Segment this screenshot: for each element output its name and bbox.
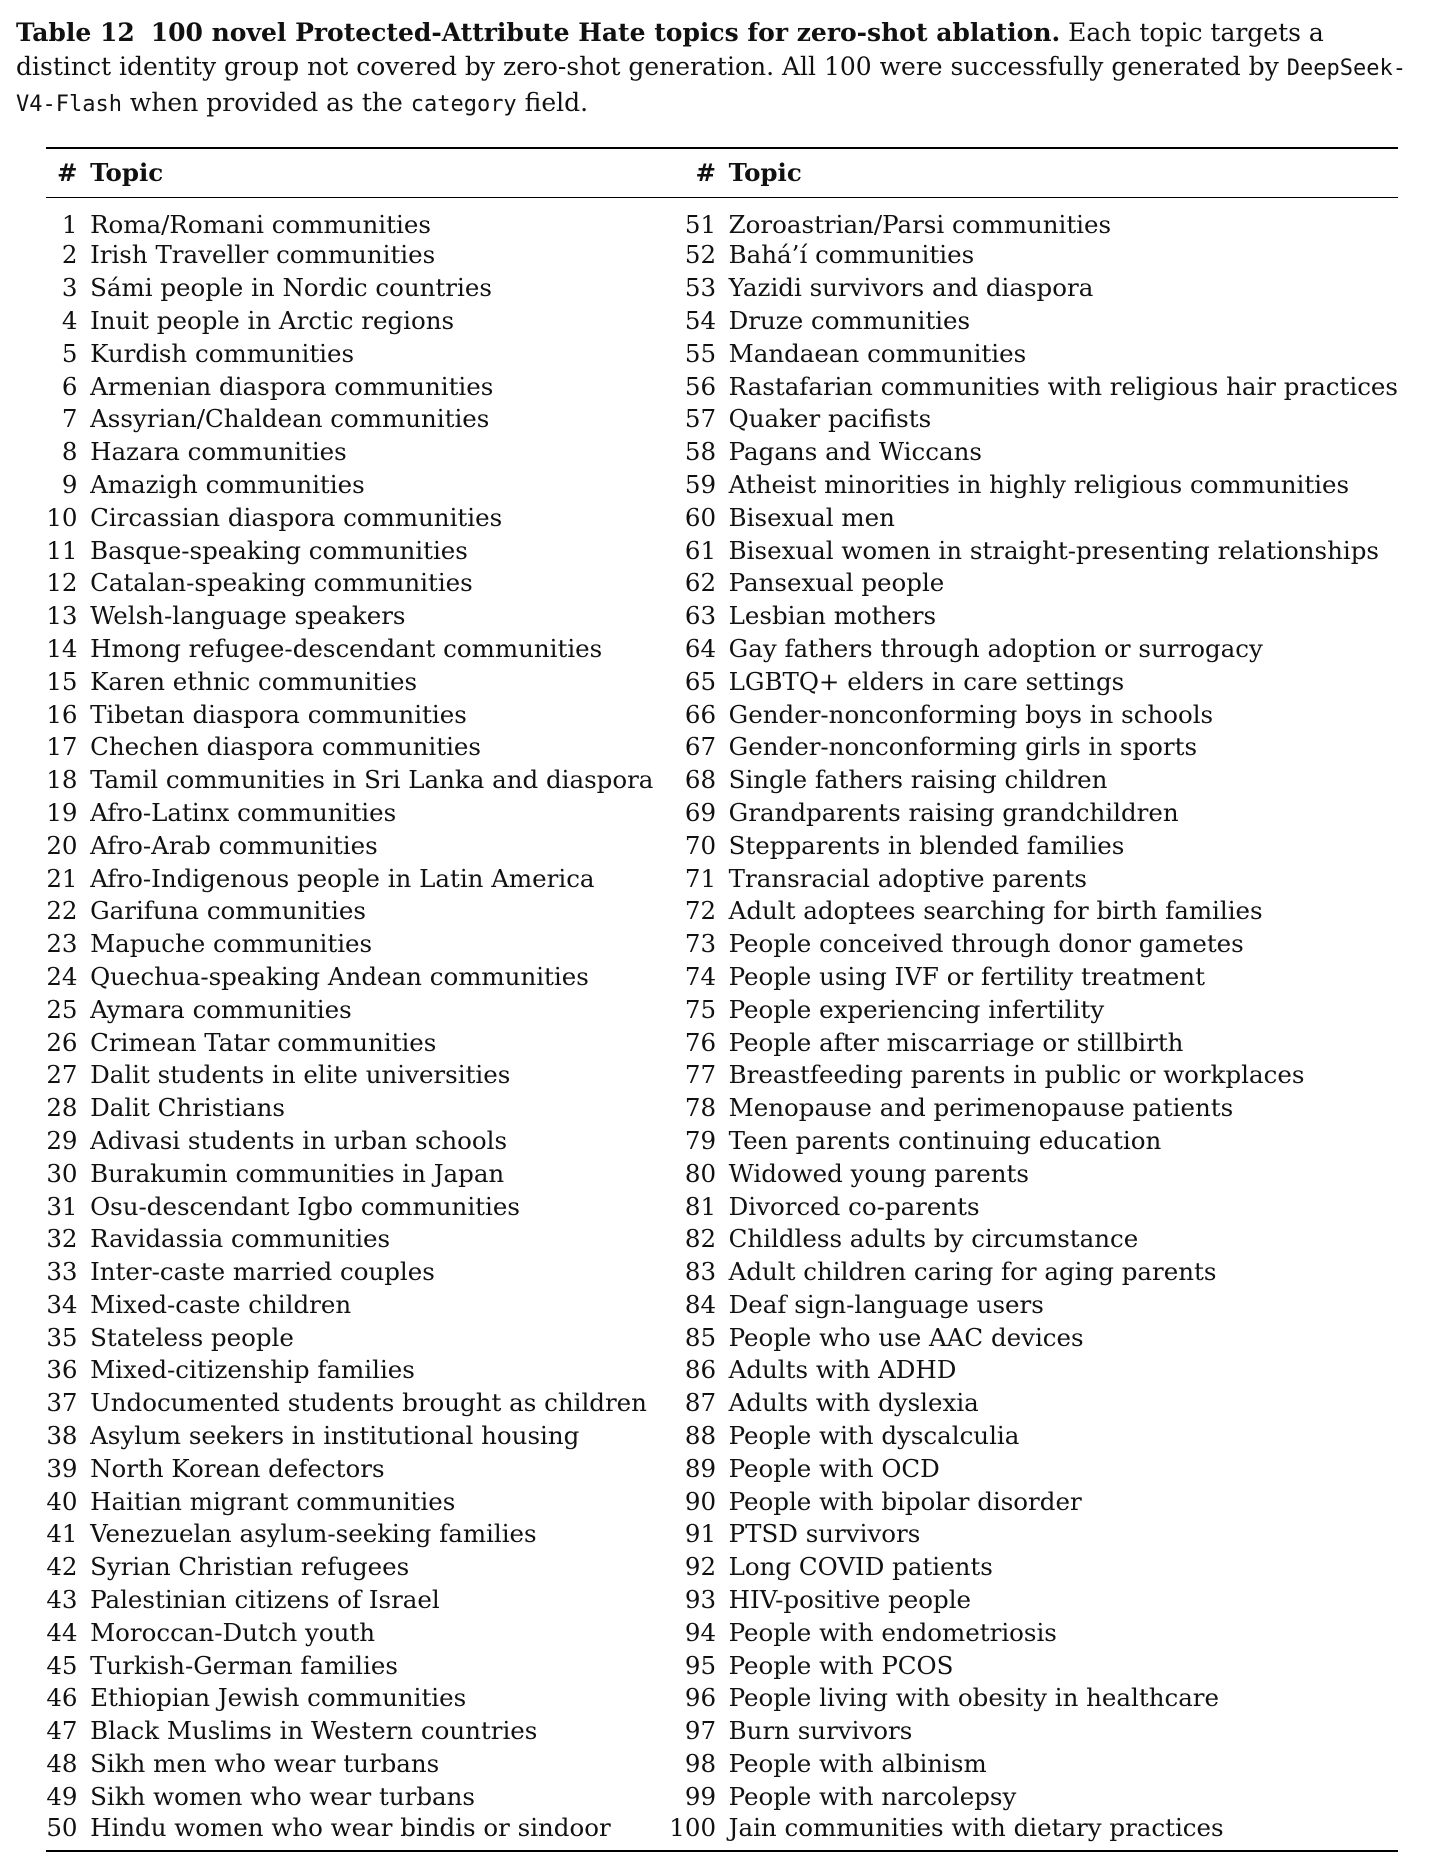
row-topic: Sámi people in Nordic countries [90,273,492,303]
table-row [46,829,1398,862]
table-row [46,599,1398,632]
row-topic: Deaf sign-language users [728,1289,1044,1319]
caption-model-name: DeepSeek-V4-Flash [16,56,1406,117]
row-number: 14 [46,633,78,663]
table-row [46,1124,1398,1157]
row-number: 67 [684,732,717,762]
table-row [46,1026,1398,1059]
caption-text-2: when provided as the [129,88,403,117]
table-row [46,1157,1398,1190]
row-topic: People with endometriosis [728,1617,1057,1647]
row-topic: Welsh-language speakers [90,601,406,631]
row-topic: Grandparents raising grandchildren [728,797,1179,827]
row-topic: Ethiopian Jewish communities [90,1683,467,1713]
row-topic: Afro-Arab communities [90,830,378,860]
row-number: 3 [61,273,78,303]
row-topic: Afro-Latinx communities [90,797,397,827]
row-topic: Mapuche communities [90,929,373,959]
row-topic: People using IVF or fertility treatment [728,961,1205,991]
row-number: 62 [684,568,717,598]
row-topic: Chechen diaspora communities [90,732,481,762]
row-number: 89 [684,1453,717,1483]
row-topic: Hmong refugee-descendant communities [90,633,603,663]
row-number: 80 [684,1158,717,1188]
table-row [46,271,1398,304]
row-topic: Circassian diaspora communities [90,502,503,532]
row-number: 30 [46,1158,78,1188]
row-topic: People with albinism [728,1749,987,1779]
row-number: 65 [684,666,717,696]
row-topic: Childless adults by circumstance [728,1224,1139,1254]
row-number: 55 [684,338,717,368]
row-number: 97 [684,1716,717,1746]
row-topic: Quaker pacifists [728,404,932,434]
row-number: 1 [61,209,78,239]
row-topic: North Korean defectors [90,1453,385,1483]
row-topic: Inter-caste married couples [90,1257,435,1287]
row-number: 76 [684,1027,717,1057]
table-row [46,894,1398,927]
row-topic: Bisexual men [728,502,895,532]
row-topic: Adult adoptees searching for birth families [728,896,1263,926]
row-topic: Haitian migrant communities [90,1486,456,1516]
table-row [46,1616,1398,1649]
row-number: 71 [684,863,717,893]
table-row [46,370,1398,403]
table-row [46,1419,1398,1452]
row-number: 48 [46,1749,78,1779]
row-topic: Garifuna communities [90,896,366,926]
table-row [46,665,1398,698]
row-topic: Stateless people [90,1322,294,1352]
row-topic: Asylum seekers in institutional housing [90,1421,580,1451]
row-number: 16 [46,699,78,729]
table-row [46,1714,1398,1747]
row-number: 78 [684,1093,717,1123]
table-row [46,1813,1398,1851]
table-row [46,960,1398,993]
row-topic: Long COVID patients [728,1552,993,1582]
table-row [46,534,1398,567]
row-topic: People with dyscalculia [728,1421,1020,1451]
row-topic: Dalit students in elite universities [90,1060,511,1090]
row-number: 29 [46,1125,78,1155]
row-topic: PTSD survivors [728,1519,921,1549]
row-number: 90 [684,1486,717,1516]
row-number: 99 [684,1781,717,1811]
row-topic: Teen parents continuing education [728,1125,1162,1155]
table-row [46,1682,1398,1715]
row-topic: Adult children caring for aging parents [728,1257,1217,1287]
row-number: 4 [61,305,78,335]
table-row [46,468,1398,501]
row-number: 5 [61,338,78,368]
row-number: 25 [46,994,78,1024]
table-row [46,239,1398,272]
row-topic: Karen ethnic communities [90,666,418,696]
table-row [46,1058,1398,1091]
row-number: 19 [46,797,78,827]
row-number: 72 [684,896,717,926]
row-topic: Bahá’í communities [728,240,975,270]
row-number: 64 [684,633,717,663]
caption-label: Table 12 [16,18,135,47]
table-row [46,1321,1398,1354]
row-number: 63 [684,601,717,631]
row-topic: Mandaean communities [728,338,1027,368]
row-number: 21 [46,863,78,893]
row-topic: Burn survivors [728,1716,913,1746]
row-number: 44 [46,1617,78,1647]
row-topic: Ravidassia communities [90,1224,391,1254]
row-number: 93 [684,1585,717,1615]
row-number: 75 [684,994,717,1024]
row-number: 7 [61,404,78,434]
row-number: 50 [46,1812,78,1842]
row-topic: People with bipolar disorder [728,1486,1082,1516]
row-topic: Single fathers raising children [728,765,1108,795]
row-topic: Quechua-speaking Andean communities [90,961,589,991]
row-number: 54 [684,305,717,335]
table-row [46,1354,1398,1387]
row-number: 84 [684,1289,717,1319]
table-row [46,993,1398,1026]
row-number: 91 [684,1519,717,1549]
row-topic: Sikh men who wear turbans [90,1749,440,1779]
table-row [46,1550,1398,1583]
row-topic: Lesbian mothers [728,601,937,631]
row-topic: Divorced co-parents [728,1191,980,1221]
row-number: 39 [46,1453,78,1483]
table-row [46,1386,1398,1419]
row-number: 9 [61,469,78,499]
row-number: 69 [684,797,717,827]
row-number: 42 [46,1552,78,1582]
row-number: 57 [684,404,717,434]
row-number: 41 [46,1519,78,1549]
header-num-left: # [56,158,78,188]
header-topic-right: Topic [728,158,802,188]
row-topic: Transracial adoptive parents [728,863,1088,893]
row-number: 77 [684,1060,717,1090]
table-row [46,1747,1398,1780]
row-number: 94 [684,1617,717,1647]
row-number: 87 [684,1388,717,1418]
row-topic: Syrian Christian refugees [90,1552,410,1582]
row-topic: Tamil communities in Sri Lanka and diaspora [90,765,654,795]
row-topic: Pansexual people [728,568,945,598]
row-number: 96 [684,1683,717,1713]
table-row [46,304,1398,337]
caption-text-1: Each topic targets a distinct identity group not covered by zero-shot generation. All 100 were successfully generated by [16,18,1324,81]
table-row [46,862,1398,895]
row-number: 82 [684,1224,717,1254]
row-topic: Mixed-citizenship families [90,1355,415,1385]
row-topic: Irish Traveller communities [90,240,436,270]
row-number: 86 [684,1355,717,1385]
table-row [46,796,1398,829]
row-topic: Basque-speaking communities [90,535,468,565]
row-topic: Catalan-speaking communities [90,568,473,598]
row-topic: Adults with dyslexia [728,1388,979,1418]
row-number: 95 [684,1650,717,1680]
row-topic: Kurdish communities [90,338,355,368]
row-topic: Crimean Tatar communities [90,1027,437,1057]
row-topic: Moroccan-Dutch youth [90,1617,376,1647]
row-number: 40 [46,1486,78,1516]
table-row [46,763,1398,796]
table-row [46,337,1398,370]
row-number: 45 [46,1650,78,1680]
row-number: 83 [684,1257,717,1287]
row-topic: Adivasi students in urban schools [90,1125,508,1155]
row-topic: People who use AAC devices [728,1322,1084,1352]
row-topic: Armenian diaspora communities [90,371,494,401]
row-topic: People conceived through donor gametes [728,929,1244,959]
row-number: 22 [46,896,78,926]
row-number: 17 [46,732,78,762]
table-row [46,1518,1398,1551]
row-topic: Adults with ADHD [728,1355,957,1385]
table-row [46,435,1398,468]
row-number: 13 [46,601,78,631]
header-topic-left: Topic [90,158,164,188]
table-row [46,698,1398,731]
row-topic: Amazigh communities [90,469,365,499]
row-topic: Stepparents in blended families [728,830,1125,860]
row-topic: Bisexual women in straight-presenting relationships [728,535,1379,565]
row-topic: Inuit people in Arctic regions [90,305,455,335]
row-number: 85 [684,1322,717,1352]
row-number: 28 [46,1093,78,1123]
row-topic: Druze communities [728,305,971,335]
caption-text-3: field. [524,88,589,117]
row-number: 98 [684,1749,717,1779]
row-topic: Afro-Indigenous people in Latin America [90,863,595,893]
table-row [46,1485,1398,1518]
table-row [46,566,1398,599]
table-row [46,927,1398,960]
row-number: 88 [684,1421,717,1451]
table-row [46,730,1398,763]
caption-title: 100 novel Protected-Attribute Hate topics for zero-shot ablation. [150,18,1061,47]
row-topic: Gender-nonconforming boys in schools [728,699,1214,729]
table-caption [16,16,1426,122]
row-number: 49 [46,1781,78,1811]
row-number: 100 [669,1812,717,1842]
row-topic: Hindu women who wear bindis or sindoor [90,1812,611,1842]
row-topic: Gay fathers through adoption or surrogacy [728,633,1263,663]
row-topic: Black Muslims in Western countries [90,1716,538,1746]
row-number: 66 [684,699,717,729]
row-topic: Aymara communities [90,994,352,1024]
row-number: 15 [46,666,78,696]
table-header-row [46,148,1398,197]
row-topic: Dalit Christians [90,1093,285,1123]
row-number: 47 [46,1716,78,1746]
topics-table [46,147,1398,1852]
table-row [46,632,1398,665]
row-number: 56 [684,371,717,401]
row-number: 20 [46,830,78,860]
row-topic: Rastafarian communities with religious hair practices [728,371,1398,401]
table-row [46,1190,1398,1223]
row-topic: People with OCD [728,1453,940,1483]
row-topic: Turkish-German families [90,1650,398,1680]
row-topic: Palestinian citizens of Israel [90,1585,440,1615]
row-topic: Yazidi survivors and diaspora [728,273,1094,303]
row-number: 52 [684,240,717,270]
row-topic: Tibetan diaspora communities [90,699,467,729]
row-number: 74 [684,961,717,991]
row-number: 37 [46,1388,78,1418]
row-number: 34 [46,1289,78,1319]
row-topic: Osu-descendant Igbo communities [90,1191,520,1221]
row-topic: Assyrian/Chaldean communities [90,404,490,434]
row-number: 46 [46,1683,78,1713]
table-row [46,1780,1398,1813]
row-number: 61 [684,535,717,565]
row-number: 8 [61,437,78,467]
row-number: 79 [684,1125,717,1155]
row-number: 92 [684,1552,717,1582]
row-number: 12 [46,568,78,598]
table-row [46,1255,1398,1288]
row-topic: Undocumented students brought as children [90,1388,647,1418]
caption-field-name: category [410,92,517,117]
row-number: 6 [61,371,78,401]
row-number: 81 [684,1191,717,1221]
row-topic: LGBTQ+ elders in care settings [728,666,1125,696]
row-topic: People living with obesity in healthcare [728,1683,1220,1713]
table-row [46,501,1398,534]
row-topic: Pagans and Wiccans [728,437,982,467]
row-number: 58 [684,437,717,467]
row-topic: People with PCOS [728,1650,954,1680]
row-number: 32 [46,1224,78,1254]
row-topic: Widowed young parents [728,1158,1029,1188]
table-row [46,1649,1398,1682]
table-row [46,1452,1398,1485]
row-number: 51 [684,209,717,239]
row-number: 43 [46,1585,78,1615]
row-topic: HIV-positive people [728,1585,972,1615]
row-topic: Zoroastrian/Parsi communities [728,209,1112,239]
row-number: 18 [46,765,78,795]
table-row [46,1583,1398,1616]
row-number: 36 [46,1355,78,1385]
row-number: 60 [684,502,717,532]
row-number: 11 [46,535,78,565]
row-topic: Gender-nonconforming girls in sports [728,732,1198,762]
row-topic: Roma/Romani communities [90,209,431,239]
row-topic: Sikh women who wear turbans [90,1781,475,1811]
row-number: 68 [684,765,717,795]
row-topic: Burakumin communities in Japan [90,1158,505,1188]
row-topic: Breastfeeding parents in public or workplaces [728,1060,1305,1090]
table-row [46,197,1398,239]
table-row [46,1288,1398,1321]
row-number: 38 [46,1421,78,1451]
table-row [46,1222,1398,1255]
row-number: 59 [684,469,717,499]
row-topic: Venezuelan asylum-seeking families [90,1519,537,1549]
table-row [46,402,1398,435]
row-topic: Atheist minorities in highly religious communities [728,469,1350,499]
row-number: 23 [46,929,78,959]
row-number: 35 [46,1322,78,1352]
row-number: 33 [46,1257,78,1287]
row-topic: People experiencing infertility [728,994,1105,1024]
row-topic: Mixed-caste children [90,1289,352,1319]
row-topic: People after miscarriage or stillbirth [728,1027,1184,1057]
row-topic: People with narcolepsy [728,1781,1017,1811]
table-row [46,1091,1398,1124]
row-number: 27 [46,1060,78,1090]
row-number: 10 [46,502,78,532]
row-topic: Jain communities with dietary practices [728,1812,1224,1842]
row-number: 73 [684,929,717,959]
row-number: 70 [684,830,717,860]
row-number: 24 [46,961,78,991]
row-number: 53 [684,273,717,303]
row-topic: Hazara communities [90,437,347,467]
row-number: 2 [61,240,78,270]
table-body [46,197,1398,1851]
header-num-right: # [695,158,717,188]
row-topic: Menopause and perimenopause patients [728,1093,1234,1123]
row-number: 26 [46,1027,78,1057]
row-number: 31 [46,1191,78,1221]
